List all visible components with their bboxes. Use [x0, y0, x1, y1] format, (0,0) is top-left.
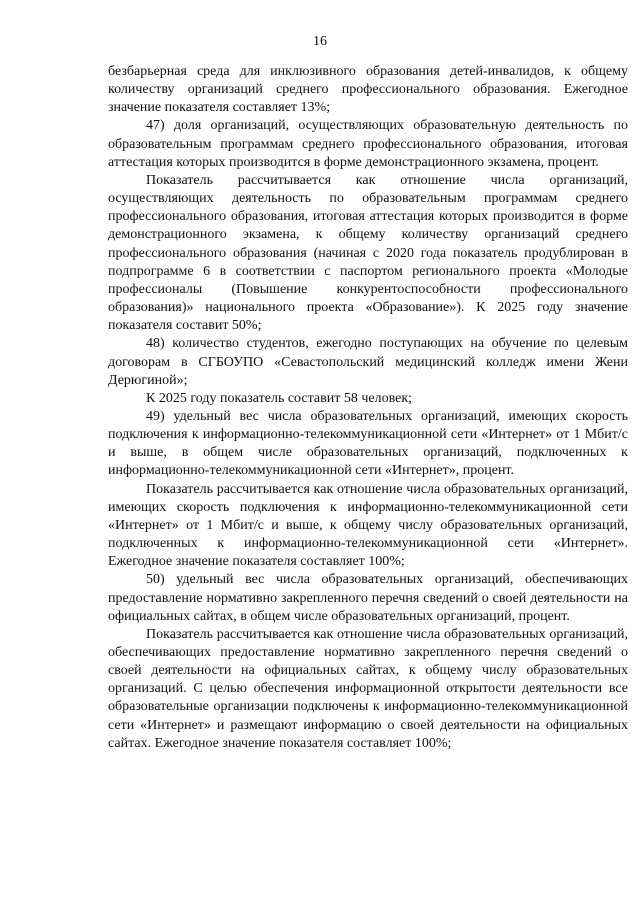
paragraph-item-47-calculation: Показатель рассчитывается как отношение числа организаций, осуществляющих деятельность по образовательным программам среднего профессионального образования, итоговая аттестация которых производится в форме демонстрационного экзамена, к общему количеству организаций среднего профессионального образования (начиная с 2020 года показатель продублирован в подпрограмме 6 в соответствии с паспортом регионального проекта «Молодые профессионалы (Повышение конкурентоспособности профессионального образования)» национального проекта «Образование»). К 2025 году значение показателя составит 50%;	[108, 172, 628, 334]
document-body	[108, 63, 628, 753]
paragraph-item-47: 47) доля организаций, осуществляющих образовательную деятельность по образовательным программам среднего профессионального образования, итоговая аттестация которых производится в форме демонстрационного экзамена, процент.	[108, 118, 628, 170]
paragraph-item-49: 49) удельный вес числа образовательных организаций, имеющих скорость подключения к информационно-телекоммуникационной сети «Интернет» от 1 Мбит/с и выше, в общем числе образовательных организаций, подключенных к информационно-телекоммуникационной сети «Интернет», процент.	[108, 408, 628, 479]
paragraph-item-48: 48) количество студентов, ежегодно поступающих на обучение по целевым договорам в СГБОУПО «Севастопольский медицинский колледж имени Жени Дерюгиной»;	[108, 336, 628, 388]
paragraph-item-49-calculation: Показатель рассчитывается как отношение числа образовательных организаций, имеющих скорость подключения к информационно-телекоммуникационной сети «Интернет» от 1 Мбит/с и выше, к общему числу образовательных организаций, подключенных к информационно-телекоммуникационной сети «Интернет». Ежегодное значение показателя составляет 100%;	[108, 481, 628, 570]
page-number: 16	[313, 34, 327, 49]
paragraph-continuation: безбарьерная среда для инклюзивного образования детей-инвалидов, к общему количеству организаций среднего профессионального образования. Ежегодное значение показателя составляет 13%;	[108, 64, 628, 116]
paragraph-item-50: 50) удельный вес числа образовательных организаций, обеспечивающих предоставление нормативно закрепленного перечня сведений о своей деятельности на официальных сайтах, в общем числе образовательных организаций, процент.	[108, 572, 628, 624]
paragraph-item-50-calculation: Показатель рассчитывается как отношение числа образовательных организаций, обеспечивающих предоставление нормативно закрепленного перечня сведений о своей деятельности на официальных сайтах, к общему числу образовательных организаций. С целью обеспечения информационной открытости деятельности все образовательные организации подключены к информационно-телекоммуникационной сети «Интернет» и размещают информацию о своей деятельности на официальных сайтах. Ежегодное значение показателя составляет 100%;	[108, 626, 628, 751]
paragraph-item-48-target: К 2025 году показатель составит 58 человек;	[146, 390, 413, 406]
